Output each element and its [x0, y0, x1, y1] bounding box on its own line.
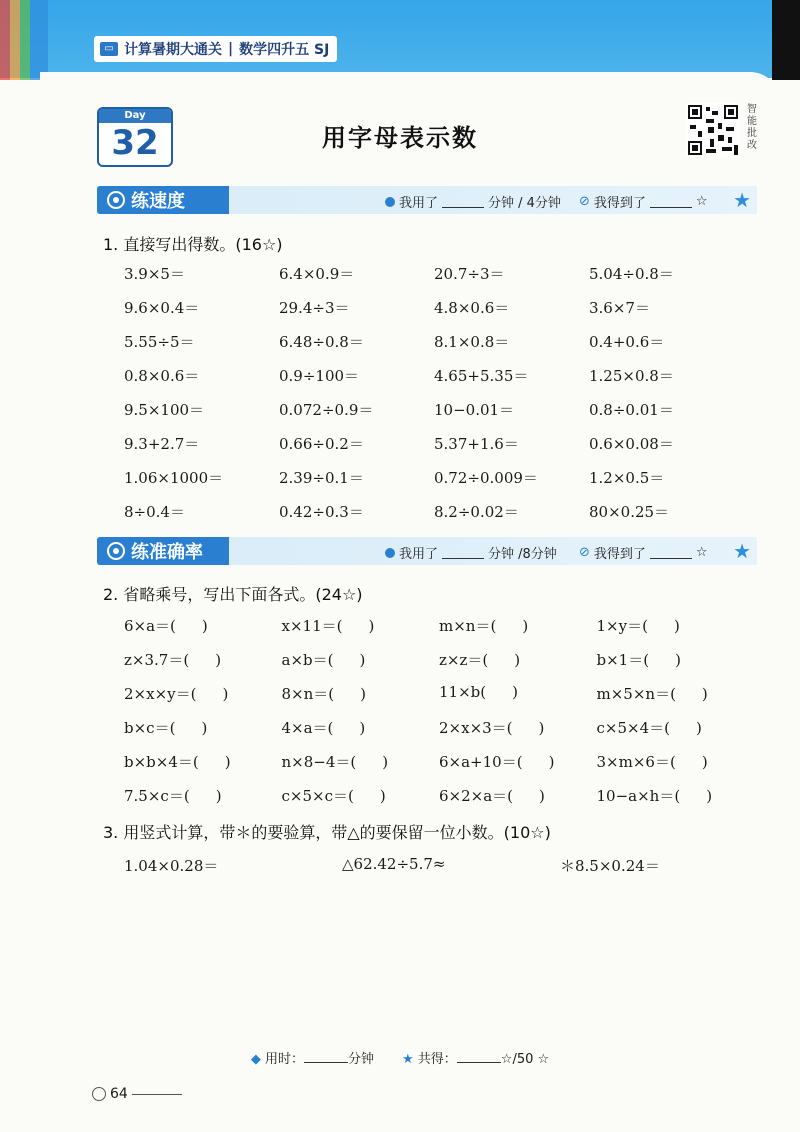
q2-heading: 2. 省略乘号，写出下面各式。(24☆)	[103, 585, 363, 604]
section-accuracy-name: 练准确率	[131, 542, 203, 563]
day-label: Day	[99, 109, 171, 123]
q2-expression: z×3.7＝(	[124, 651, 190, 669]
q3-item[interactable]: △62.42÷5.7≈	[342, 855, 446, 873]
page-title: 用字母表示数	[322, 124, 478, 152]
q3-item[interactable]: 1.04×0.28＝	[124, 857, 219, 875]
series-name: 计算暑期大通关	[124, 42, 222, 58]
close-paren: )	[360, 685, 366, 703]
close-paren: )	[201, 617, 208, 635]
close-paren: )	[368, 617, 375, 635]
close-paren: )	[382, 753, 389, 771]
footer-total	[402, 1048, 549, 1067]
close-paren: )	[706, 787, 713, 805]
footer-time-unit: 分钟	[347, 1052, 374, 1067]
time-suffix: 分钟 / 4分钟	[488, 196, 561, 211]
q2-item[interactable]	[439, 649, 597, 670]
q2-expression: 8×n＝(	[281, 685, 335, 703]
q2-expression: b×b×4＝(	[124, 753, 199, 771]
q2-expression: m×n＝(	[439, 617, 497, 635]
q2-item[interactable]	[282, 649, 440, 670]
q2-item[interactable]	[124, 615, 282, 636]
q2-row	[124, 649, 754, 670]
footer-time	[251, 1048, 374, 1067]
section-speed-name: 练速度	[131, 191, 185, 212]
footer-total-blank[interactable]	[457, 1050, 501, 1063]
q2-item[interactable]	[439, 785, 597, 806]
q2-item[interactable]	[124, 649, 282, 670]
q2-row	[124, 615, 754, 636]
q2-item[interactable]	[439, 717, 597, 738]
q2-expression: 7.5×c＝(	[124, 787, 190, 805]
q1-item[interactable]: 2.39÷0.1＝	[279, 469, 364, 487]
book-icon: ▭	[100, 42, 118, 56]
q2-expression: 10−a×h＝(	[596, 787, 681, 805]
q2-row	[124, 683, 754, 704]
q1-item[interactable]: 9.5×100＝	[124, 401, 205, 419]
section-speed-bar	[97, 186, 757, 214]
q2-row	[124, 785, 754, 806]
footer-time-blank[interactable]	[304, 1050, 348, 1063]
stopwatch-icon	[107, 191, 125, 209]
q3-item[interactable]: ＊8.5×0.24＝	[560, 857, 660, 875]
q1-item[interactable]: 80×0.25＝	[589, 503, 670, 521]
q2-expression: z×z＝(	[439, 651, 489, 669]
q1-item[interactable]: 8.1×0.8＝	[434, 333, 510, 351]
q2-item[interactable]	[439, 615, 597, 636]
q2-item[interactable]	[597, 683, 755, 704]
q2-item[interactable]	[597, 649, 755, 670]
q2-item[interactable]	[597, 751, 755, 772]
q1-item[interactable]: 20.7÷3＝	[434, 265, 505, 283]
time-used	[385, 543, 557, 562]
q2-expression: x×11＝(	[281, 617, 343, 635]
close-paren: )	[695, 719, 702, 737]
score-star: ☆	[695, 194, 708, 209]
check-icon: ⊘	[579, 194, 590, 209]
q1-item[interactable]: 29.4÷3＝	[279, 299, 350, 317]
q1-item[interactable]: 0.66÷0.2＝	[279, 435, 364, 453]
sun-icon	[92, 1087, 106, 1101]
q1-item[interactable]: 4.65+5.35＝	[434, 367, 529, 385]
score-star: ☆	[695, 545, 708, 560]
q2-item[interactable]	[282, 615, 440, 636]
q1-item[interactable]: 6.4×0.9＝	[279, 265, 355, 283]
page-number-text: 64	[110, 1086, 128, 1102]
q2-item[interactable]	[597, 785, 755, 806]
q2-expression: b×1＝(	[596, 651, 650, 669]
time-used	[385, 192, 561, 211]
time-prefix: 我用了	[399, 547, 439, 562]
q1-item[interactable]: 1.2×0.5＝	[589, 469, 665, 487]
series-separator: |	[228, 41, 234, 57]
q2-item[interactable]	[124, 717, 282, 738]
q2-expression: 4×a＝(	[281, 719, 334, 737]
color-stripe	[0, 0, 48, 80]
close-paren: )	[522, 617, 529, 635]
close-paren: )	[379, 787, 386, 805]
q1-item[interactable]: 3.9×5＝	[124, 265, 185, 283]
page-number-line	[132, 1094, 182, 1095]
close-paren: )	[222, 685, 229, 703]
footer	[0, 1048, 800, 1067]
section-accuracy-bar	[97, 537, 757, 565]
q1-item[interactable]: 9.6×0.4＝	[124, 299, 200, 317]
q1-row	[124, 501, 744, 522]
q2-item[interactable]	[439, 751, 597, 772]
score-got	[579, 543, 708, 562]
target-icon	[107, 542, 125, 560]
q1-item[interactable]: 9.3+2.7＝	[124, 435, 200, 453]
star-icon: ★	[733, 188, 751, 212]
q2-item[interactable]	[282, 751, 440, 772]
page-edge	[772, 0, 800, 80]
score-prefix: 我得到了	[593, 196, 646, 211]
time-blank[interactable]	[442, 546, 484, 559]
q2-row	[124, 717, 754, 738]
q2-item[interactable]	[124, 683, 282, 704]
check-icon: ⊘	[579, 545, 590, 560]
close-paren: )	[539, 787, 545, 805]
q1-item[interactable]: 0.072÷0.9＝	[279, 401, 374, 419]
drop-icon	[385, 197, 395, 207]
q1-item[interactable]: 10−0.01＝	[434, 401, 515, 419]
section-speed-tab	[97, 186, 229, 214]
q2-row	[124, 751, 754, 772]
q1-item[interactable]: 1.06×1000＝	[124, 469, 224, 487]
time-suffix: 分钟 /8分钟	[488, 547, 557, 562]
footer-total-label: 共得：	[417, 1052, 457, 1067]
score-got	[579, 192, 708, 211]
time-blank[interactable]	[442, 195, 484, 208]
series-subtitle: 数学四升五 SJ	[239, 42, 330, 58]
series-label	[94, 36, 337, 62]
q1-item[interactable]: 8.2÷0.02＝	[434, 503, 519, 521]
close-paren: )	[514, 651, 521, 669]
q2-expression: 1×y＝(	[596, 617, 648, 635]
q1-heading: 1. 直接写出得数。(16☆)	[103, 235, 283, 254]
close-paren: )	[701, 753, 708, 771]
q1-item[interactable]: 0.42÷0.3＝	[279, 503, 364, 521]
qr-side-text: 智能批改	[747, 104, 757, 151]
close-paren: )	[673, 617, 680, 635]
q1-row	[124, 399, 744, 420]
q1-item[interactable]: 5.55÷5＝	[124, 333, 195, 351]
q3-heading: 3. 用竖式计算，带＊的要验算，带△的要保留一位小数。(10☆)	[103, 823, 551, 842]
q2-expression: 6×a＝(	[124, 617, 176, 635]
q1-row	[124, 433, 744, 454]
q2-item[interactable]	[282, 683, 440, 704]
q2-expression: 6×2×a＝(	[439, 787, 514, 805]
q2-expression: b×c＝(	[124, 719, 176, 737]
q2-expression: 3×m×6＝(	[596, 753, 676, 771]
q1-row	[124, 297, 744, 318]
close-paren: )	[215, 787, 222, 805]
score-prefix: 我得到了	[593, 547, 646, 562]
q2-item[interactable]	[124, 785, 282, 806]
footer-total-suffix: ☆/50	[500, 1052, 534, 1067]
q1-row	[124, 331, 744, 352]
q2-item[interactable]	[282, 717, 440, 738]
q2-item[interactable]	[439, 683, 597, 704]
q2-item[interactable]	[597, 717, 755, 738]
q2-expression: 6×a+10＝(	[439, 753, 523, 771]
q1-row	[124, 467, 744, 488]
q3-row	[124, 855, 744, 876]
q2-expression: c×5×c＝(	[281, 787, 354, 805]
q2-expression: n×8−4＝(	[281, 753, 357, 771]
q1-item[interactable]: 1.25×0.8＝	[589, 367, 674, 385]
q1-item[interactable]: 0.8÷0.01＝	[589, 401, 674, 419]
close-paren: )	[359, 719, 366, 737]
q2-expression: 2×x×y＝(	[124, 685, 197, 703]
close-paren: )	[215, 651, 222, 669]
q1-item[interactable]: 5.04÷0.8＝	[589, 265, 674, 283]
close-paren: )	[201, 719, 208, 737]
q2-expression: 11×b(	[439, 683, 487, 701]
score-blank[interactable]	[650, 195, 692, 208]
qr-code-icon[interactable]	[686, 103, 740, 157]
q1-item[interactable]: 0.6×0.08＝	[589, 435, 674, 453]
close-paren: )	[224, 753, 231, 771]
footer-star: ☆	[537, 1052, 550, 1067]
drop-icon	[385, 548, 395, 558]
q1-item[interactable]: 0.8×0.6＝	[124, 367, 200, 385]
q2-item[interactable]	[124, 751, 282, 772]
star-icon: ★	[733, 539, 751, 563]
clock-icon: ◆	[250, 1052, 261, 1067]
q2-expression: c×5×4＝(	[596, 719, 670, 737]
q2-item[interactable]	[597, 615, 755, 636]
close-paren: )	[359, 651, 366, 669]
footer-time-label: 用时：	[264, 1052, 304, 1067]
score-blank[interactable]	[650, 546, 692, 559]
close-paren: )	[512, 683, 518, 701]
star-icon: ★	[401, 1052, 414, 1067]
page-number	[92, 1086, 182, 1102]
q2-expression: a×b＝(	[281, 651, 334, 669]
q1-item[interactable]: 6.48÷0.8＝	[279, 333, 364, 351]
q1-item[interactable]: 8÷0.4＝	[124, 503, 185, 521]
q1-row	[124, 263, 744, 284]
q2-expression: m×5×n＝(	[596, 685, 676, 703]
q1-item[interactable]: 4.8×0.6＝	[434, 299, 510, 317]
q1-row	[124, 365, 744, 386]
q1-item[interactable]: 0.9÷100＝	[279, 367, 360, 385]
time-prefix: 我用了	[399, 196, 439, 211]
q2-expression: 2×x×3＝(	[439, 719, 513, 737]
day-number: 32	[111, 123, 159, 163]
close-paren: )	[538, 719, 545, 737]
close-paren: )	[548, 753, 555, 771]
close-paren: )	[701, 685, 708, 703]
section-accuracy-tab	[97, 537, 229, 565]
q1-item[interactable]: 0.72÷0.009＝	[434, 469, 538, 487]
q1-item[interactable]: 0.4+0.6＝	[589, 333, 665, 351]
q2-item[interactable]	[282, 785, 440, 806]
q1-item[interactable]: 5.37+1.6＝	[434, 435, 519, 453]
close-paren: )	[675, 651, 681, 669]
q1-item[interactable]: 3.6×7＝	[589, 299, 650, 317]
